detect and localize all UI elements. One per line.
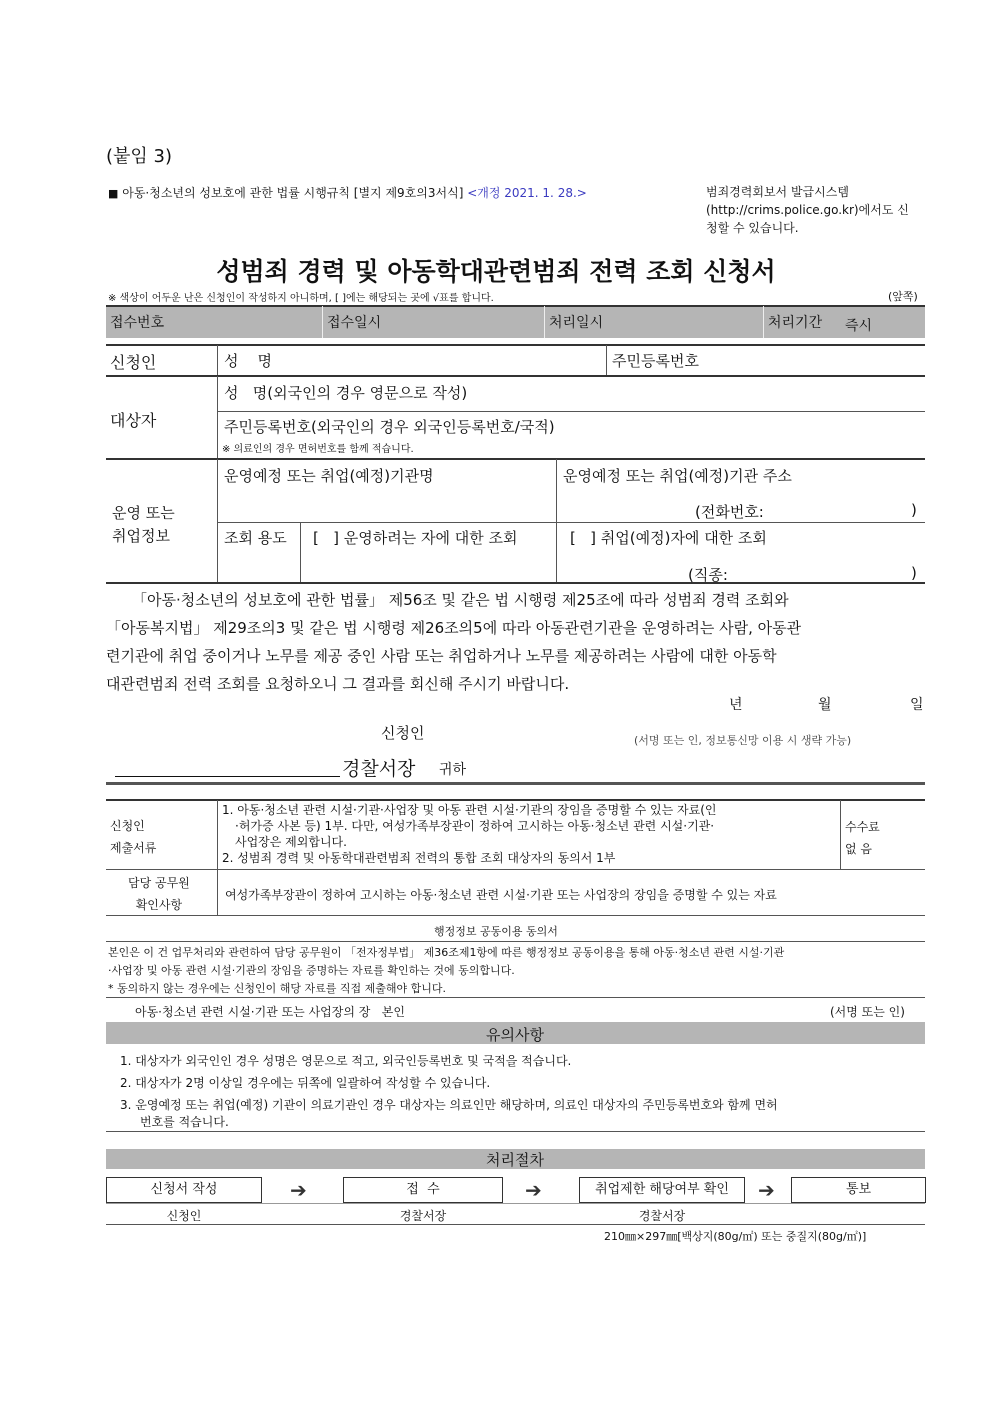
procedure-title: 처리절차 [486, 1151, 544, 1169]
form-revision: <개정 2021. 1. 28.> [467, 186, 587, 200]
paper-spec: 210㎜×297㎜[백상지(80g/㎡) 또는 중질지(80g/㎡)] [604, 1230, 867, 1243]
job-type-field[interactable]: (직종: [688, 566, 728, 584]
consent-signer: 아동·청소년 관련 시설·기관 또는 사업장의 장 본인 [135, 1005, 405, 1019]
square-bullet-icon: ■ [108, 187, 119, 200]
note-1: 1. 대상자가 외국인인 경우 성명은 영문으로 적고, 외국인등록번호 및 국적을 적습니다. [120, 1054, 572, 1068]
signature-note[interactable]: (서명 또는 인, 정보통신망 이용 시 생략 가능) [634, 734, 852, 747]
fee-label: 수수료 없 음 [845, 820, 880, 856]
note-2: 2. 대상자가 2명 이상일 경우에는 뒤쪽에 일괄하여 작성할 수 있습니다. [120, 1076, 491, 1090]
form-title: 성범죄 경력 및 아동학대관련범죄 전력 조회 신청서 [216, 257, 776, 286]
arrow-right-icon: ➔ [525, 1178, 542, 1202]
notes-title: 유의사항 [486, 1026, 544, 1044]
date-year[interactable]: 년 [729, 697, 743, 713]
applicant-rrn-field[interactable]: 주민등록번호 [612, 352, 699, 370]
subject-note: ※ 의료인의 경우 면허번호를 함께 적습니다. [222, 444, 414, 455]
signature-applicant-label: 신청인 [381, 724, 425, 742]
actor-applicant: 신청인 [166, 1209, 202, 1223]
applicant-label: 신청인 [110, 353, 157, 372]
phone-close-paren: ) [911, 501, 917, 519]
arrow-right-icon: ➔ [290, 1178, 307, 1202]
system-note: 범죄경력회보서 발급시스템 (http://crims.police.go.kr)에서도 신 청할 수 있습니다. [706, 185, 909, 235]
date-day[interactable]: 일 [910, 697, 924, 713]
step-application: 신청서 작성 [106, 1177, 262, 1203]
attachment-label: (붙임 3) [106, 146, 172, 167]
note-3: 3. 운영예정 또는 취업(예정) 기관이 의료기관인 경우 대상자는 의료인만 해당하며, 의료인 대상자의 주민등록번호와 함께 면허 번호를 적습니다. [120, 1098, 778, 1129]
subject-rrn-field[interactable]: 주민등록번호(외국인의 경우 외국인등록번호/국적) [224, 418, 555, 436]
addressee-police: 경찰서장 [342, 758, 416, 780]
employee-check-option[interactable]: [ ] 취업(예정)자에 대한 조회 [570, 529, 767, 547]
addressee-honorific: 귀하 [439, 762, 467, 778]
officer-check-text: 여성가족부장관이 정하여 고시하는 아동·청소년 관련 시설·기관 또는 사업장의 장임을 증명할 수 있는 자료 [225, 888, 777, 902]
consent-signature[interactable]: (서명 또는 인) [830, 1005, 905, 1019]
actor-police-1: 경찰서장 [399, 1209, 447, 1223]
subject-name-field[interactable]: 성 명(외국인의 경우 영문으로 작성) [224, 384, 468, 402]
applicant-name-field[interactable]: 성 명 [224, 352, 273, 370]
process-date-label: 처리일시 [549, 315, 604, 331]
officer-label: 담당 공무원 확인사항 [128, 876, 190, 912]
instruction: ※ 색상이 어두운 난은 신청인이 작성하지 아니하며, [ ]에는 해당되는 곳에 √표를 합니다. [108, 293, 494, 304]
step-notify: 통보 [791, 1177, 926, 1203]
process-period-label: 처리기간 [768, 315, 823, 331]
front-side-label: (앞쪽) [888, 290, 918, 303]
receipt-date-label: 접수일시 [327, 315, 382, 331]
actor-police-2: 경찰서장 [638, 1209, 686, 1223]
consent-text: 본인은 이 건 업무처리와 관련하여 담당 공무원이 「전자정부법」 제36조제1항에 따른 행정정보 공동이용을 통해 아동·청소년 관련 시설·기관 ·사업장 및 아동 관련 시설·기관의 장임을 증명하는 자료를 확인하는 것에 동의합니다. * 동의하지 않는 경우에는 신청인이 해당 자료를 직접 제출해야 합니다. [108, 946, 785, 995]
arrow-right-icon: ➔ [758, 1178, 775, 1202]
documents-label: 신청인 제출서류 [110, 819, 157, 855]
documents-list: 1. 아동·청소년 관련 시설·기관·사업장 및 아동 관련 시설·기관의 장임을 증명할 수 있는 자료(인 ·허가증 사본 등) 1부. 다만, 여성가족부장관이 정하여 고시하는 아동·청소년 관련 시설·기관· 사업장은 제외합니다. 2. 성범죄 경력 및 아동학대관련범죄 전력의 통합 조회 대상자의 동의서 1부 [222, 803, 717, 865]
date-month[interactable]: 월 [818, 697, 832, 713]
step-check: 취업제한 해당여부 확인 [579, 1177, 745, 1203]
phone-field[interactable]: (전화번호: [695, 503, 764, 521]
employment-label: 운영 또는 취업정보 [112, 504, 175, 545]
subject-label: 대상자 [110, 411, 157, 430]
purpose-label: 조회 용도 [224, 529, 287, 547]
request-body-text: 「아동·청소년의 성보호에 관한 법률」 제56조 및 같은 법 시행령 제25조에 따라 성범죄 경력 조회와 「아동복지법」 제29조의3 및 같은 법 시행령 제26조의5에 따라 아동관련기관을 운영하려는 사람, 아동관 련기관에 취업 중이거나 노무를 제공 중인 사람 또는 취업하거나 노무를 제공하려는 사람에 대한 아동학 대관련범죄 전력 조회를 요청하오니 그 결과를 회신해 주시기 바랍니다. [106, 591, 802, 693]
org-name-field[interactable]: 운영예정 또는 취업(예정)기관명 [224, 467, 434, 485]
receipt-number-label: 접수번호 [110, 315, 165, 331]
process-period-value: 즉시 [845, 318, 873, 334]
step-receipt: 접 수 [343, 1177, 503, 1203]
consent-title: 행정정보 공동이용 동의서 [434, 925, 558, 938]
operator-check-option[interactable]: [ ] 운영하려는 자에 대한 조회 [313, 529, 518, 547]
form-reference: ■ 아동·청소년의 성보호에 관한 법률 시행규칙 [별지 제9호의3서식] <개정 2021. 1. 28.> [108, 186, 587, 200]
job-close-paren: ) [911, 564, 917, 582]
org-address-field[interactable]: 운영예정 또는 취업(예정)기관 주소 [563, 467, 792, 485]
